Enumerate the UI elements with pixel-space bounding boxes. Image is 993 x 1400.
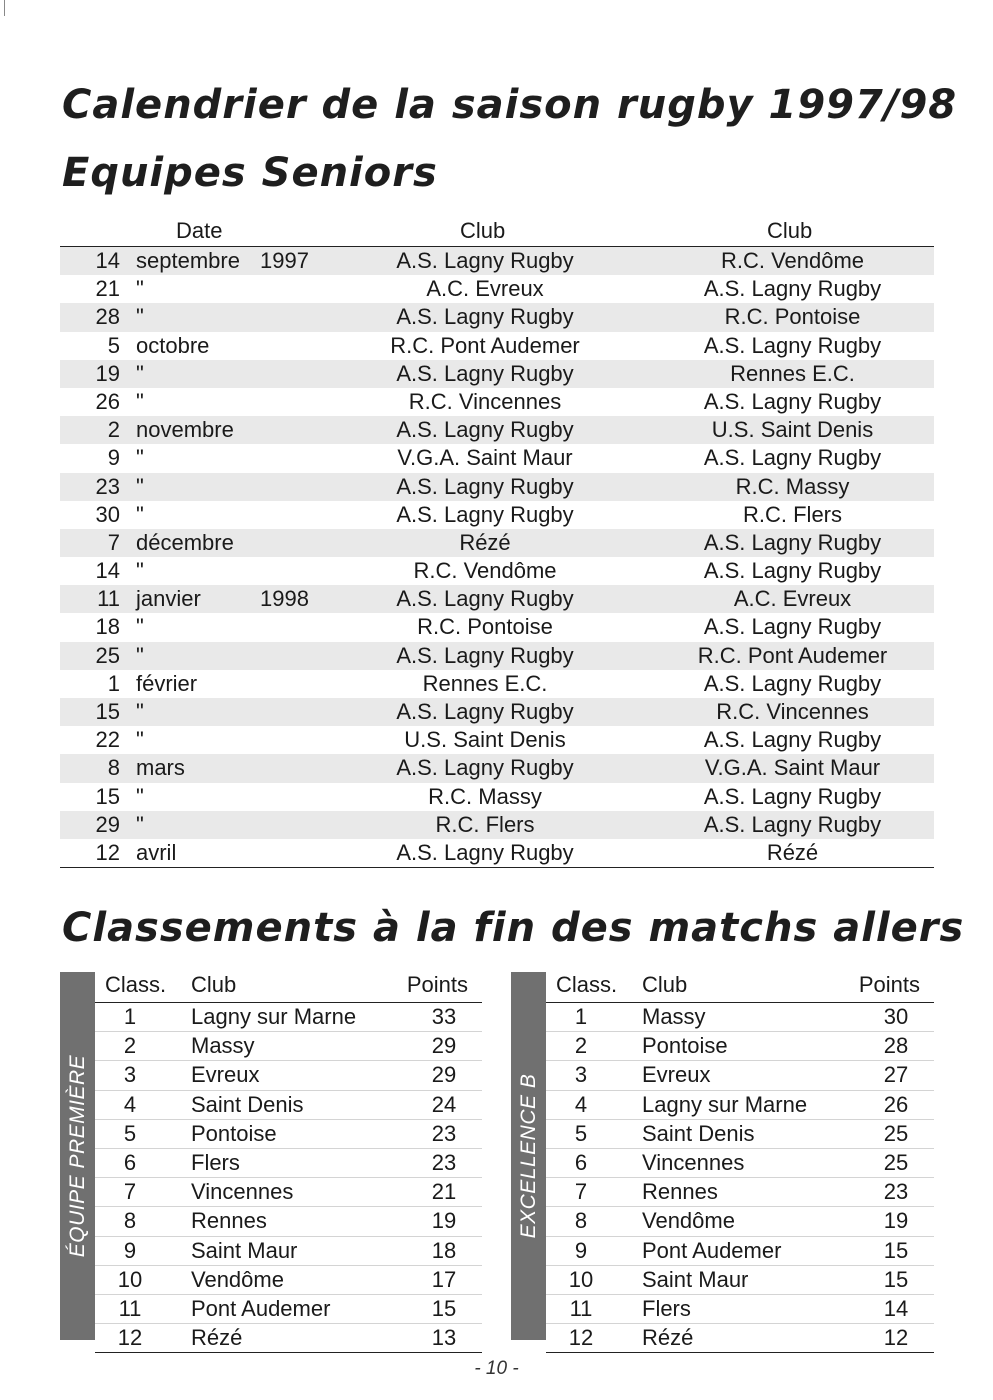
fixture-year: 1997	[260, 248, 309, 273]
fixture-away-club: A.C. Evreux	[733, 586, 852, 612]
fixture-row	[60, 613, 934, 641]
standings-points: 15	[883, 1266, 909, 1292]
fixture-day: 25	[95, 642, 120, 668]
standings-row	[95, 1032, 482, 1061]
fixture-away-club: A.S. Lagny Rugby	[703, 614, 882, 640]
fixture-day: 19	[95, 360, 120, 386]
standings-points: 29	[431, 1062, 457, 1088]
fixture-day: 12	[95, 839, 120, 865]
standings-points: 29	[431, 1033, 457, 1059]
standings-club: Evreux	[642, 1062, 711, 1088]
fixture-month: janvier	[136, 586, 201, 612]
fixture-day: 21	[95, 276, 120, 302]
standings-side-label: EXCELLENCE B	[511, 972, 546, 1340]
fixture-month: "	[136, 445, 144, 471]
standings-row	[546, 1003, 934, 1032]
fixture-month: "	[136, 276, 144, 302]
fixture-home-club: Rennes E.C.	[422, 670, 548, 696]
standings-club: Rézé	[191, 1325, 243, 1351]
standings-club: Lagny sur Marne	[642, 1091, 808, 1117]
header-club: Club	[191, 972, 237, 997]
fixture-row	[60, 726, 934, 754]
fixture-day: 30	[95, 501, 120, 527]
standings-points: 17	[431, 1266, 457, 1292]
fixture-away-club: R.C. Vincennes	[716, 699, 869, 724]
fixture-home-club: U.S. Saint Denis	[404, 727, 566, 753]
fixture-row	[60, 585, 934, 613]
fixture-row	[60, 247, 934, 275]
standings-rank: 7	[123, 1179, 137, 1205]
standings-rank: 8	[123, 1208, 137, 1234]
fixture-month: "	[136, 304, 144, 330]
standings-rank: 9	[123, 1237, 137, 1263]
standings-rows	[95, 1003, 482, 1353]
standings-rank: 11	[118, 1295, 142, 1321]
fixture-month: "	[136, 783, 144, 809]
standings-row	[546, 1061, 934, 1090]
fixture-home-club: A.S. Lagny Rugby	[396, 642, 574, 668]
fixture-home-club: A.S. Lagny Rugby	[396, 699, 574, 724]
standings-club: Saint Denis	[191, 1091, 304, 1117]
fixture-month: "	[136, 473, 144, 499]
standings-row	[546, 1207, 934, 1236]
fixture-month: octobre	[136, 332, 210, 358]
fixture-home-club: V.G.A. Saint Maur	[397, 445, 573, 471]
calendar-header-row	[60, 216, 934, 247]
fixture-away-club: R.C. Flers	[743, 501, 842, 527]
fixture-month: "	[136, 388, 144, 414]
standings-club: Rézé	[642, 1325, 694, 1351]
fixture-row	[60, 754, 934, 782]
standings-club: Vendôme	[642, 1208, 735, 1234]
standings-points: 12	[883, 1325, 909, 1351]
fixture-row	[60, 642, 934, 670]
page-number: - 10 -	[474, 1358, 519, 1379]
fixture-away-club: A.S. Lagny Rugby	[703, 445, 882, 471]
standings-club: Flers	[642, 1295, 691, 1321]
fixture-row	[60, 332, 934, 360]
header-date: Date	[176, 218, 223, 243]
fixture-day: 14	[95, 248, 120, 273]
fixture-row	[60, 473, 934, 501]
standings-club: Massy	[642, 1004, 706, 1029]
standings-rank: 10	[568, 1266, 594, 1292]
standings-row	[546, 1091, 934, 1120]
fixture-row	[60, 275, 934, 303]
fixture-month: novembre	[136, 417, 234, 443]
fixture-month: février	[136, 670, 198, 696]
fixture-row	[60, 557, 934, 585]
fixture-away-club: A.S. Lagny Rugby	[703, 811, 882, 837]
fixture-home-club: A.S. Lagny Rugby	[396, 839, 574, 865]
standings-club: Lagny sur Marne	[191, 1004, 357, 1029]
fixture-away-club: R.C. Massy	[735, 473, 850, 499]
fixture-day: 15	[95, 699, 120, 724]
standings-header-row	[546, 970, 934, 1003]
standings-club: Evreux	[191, 1062, 260, 1088]
fixture-day: 5	[107, 332, 120, 358]
standings-club: Saint Maur	[191, 1237, 298, 1263]
standings-points: 23	[883, 1179, 909, 1205]
standings-points: 21	[431, 1179, 457, 1205]
standings-club: Vincennes	[191, 1179, 294, 1205]
fixture-home-club: A.S. Lagny Rugby	[396, 586, 574, 612]
fixture-away-club: V.G.A. Saint Maur	[704, 755, 881, 781]
standings-points: 15	[431, 1295, 457, 1321]
standings-row	[95, 1295, 482, 1324]
fixture-row	[60, 444, 934, 472]
standings-points: 25	[883, 1149, 909, 1175]
standings-points: 18	[431, 1237, 457, 1263]
fixture-away-club: R.C. Pont Audemer	[697, 642, 888, 668]
fixture-home-club: R.C. Vendôme	[413, 558, 557, 584]
standings-header-row	[95, 970, 482, 1003]
standings-club: Rennes	[191, 1208, 267, 1234]
standings-rank: 11	[569, 1295, 593, 1321]
standings-club: Saint Denis	[642, 1120, 755, 1146]
fixture-day: 7	[107, 529, 120, 555]
standings-rank: 1	[123, 1004, 137, 1029]
fixture-away-club: A.S. Lagny Rugby	[703, 670, 882, 696]
standings-row	[546, 1120, 934, 1149]
fixture-day: 9	[107, 445, 120, 471]
fixture-away-club: A.S. Lagny Rugby	[703, 558, 882, 584]
fixture-month: "	[136, 558, 144, 584]
standings-rank: 3	[123, 1062, 137, 1088]
standings-row	[546, 1324, 934, 1353]
fixture-home-club: R.C. Vincennes	[408, 388, 562, 414]
standings-club: Massy	[191, 1033, 255, 1059]
standings-points: 30	[883, 1004, 909, 1029]
fixture-row	[60, 360, 934, 388]
fixture-day: 15	[95, 783, 120, 809]
fixture-home-club: R.C. Flers	[435, 811, 535, 837]
fixture-away-club: A.S. Lagny Rugby	[703, 727, 882, 753]
page-title: Calendrier de la saison rugby 1997/98	[62, 82, 958, 128]
standings-rank: 5	[123, 1120, 137, 1146]
fixture-month: "	[136, 642, 144, 668]
standings-rank: 1	[574, 1004, 588, 1029]
standings-club: Vendôme	[191, 1266, 284, 1292]
standings-row	[95, 1149, 482, 1178]
fixture-home-club: A.S. Lagny Rugby	[396, 304, 574, 330]
standings-row	[95, 1091, 482, 1120]
standings-row	[546, 1295, 934, 1324]
fixture-row	[60, 501, 934, 529]
fixture-home-club: A.C. Evreux	[426, 276, 544, 302]
fixture-home-club: A.S. Lagny Rugby	[396, 501, 574, 527]
fixture-month: "	[136, 614, 144, 640]
standings-rank: 2	[574, 1033, 588, 1059]
header-club-home: Club	[460, 218, 506, 243]
fixture-away-club: A.S. Lagny Rugby	[703, 529, 882, 555]
standings-rank: 6	[123, 1149, 137, 1175]
standings-rank: 2	[123, 1033, 137, 1059]
standings-club: Vincennes	[642, 1149, 745, 1175]
standings-rank: 4	[123, 1091, 137, 1117]
standings-rank: 3	[574, 1062, 588, 1088]
fixture-row	[60, 670, 934, 698]
fixture-home-club: R.C. Pontoise	[417, 614, 553, 640]
standings-club: Saint Maur	[642, 1266, 749, 1292]
fixture-day: 14	[95, 558, 120, 584]
fixture-day: 18	[95, 614, 120, 640]
header-class: Class.	[556, 972, 618, 997]
fixture-away-club: A.S. Lagny Rugby	[703, 388, 882, 414]
section-title-standings: Classements à la fin des matchs allers	[62, 905, 965, 951]
standings-points: 23	[431, 1120, 457, 1146]
standings-rank: 12	[117, 1325, 143, 1351]
fixtures-calendar-table	[60, 216, 934, 868]
standings-points: 24	[431, 1091, 457, 1117]
fixture-day: 26	[95, 388, 120, 414]
fixture-home-club: A.S. Lagny Rugby	[396, 473, 574, 499]
fixture-day: 23	[95, 473, 120, 499]
fixture-away-club: R.C. Pontoise	[724, 304, 861, 330]
standings-rank: 10	[117, 1266, 143, 1292]
standings-points: 27	[883, 1062, 909, 1088]
standings-side-label: ÉQUIPE PREMIÈRE	[60, 972, 95, 1340]
fixture-away-club: A.S. Lagny Rugby	[703, 332, 882, 358]
section-title-seniors: Equipes Seniors	[62, 150, 438, 196]
fixture-home-club: A.S. Lagny Rugby	[396, 417, 574, 443]
fixture-home-club: A.S. Lagny Rugby	[396, 248, 574, 273]
standings-club: Rennes	[642, 1179, 718, 1205]
corner-crop-mark	[4, 0, 5, 16]
standings-points: 23	[431, 1149, 457, 1175]
fixture-away-club: R.C. Vendôme	[720, 248, 865, 273]
standings-row	[95, 1207, 482, 1236]
standings-row	[546, 1178, 934, 1207]
fixture-home-club: A.S. Lagny Rugby	[396, 755, 574, 781]
standings-rank: 8	[574, 1208, 588, 1234]
fixture-row	[60, 811, 934, 839]
standings-rank: 4	[574, 1091, 588, 1117]
standings-points: 19	[431, 1208, 457, 1234]
fixture-home-club: R.C. Pont Audemer	[390, 332, 580, 358]
fixture-away-club: Rézé	[766, 839, 819, 865]
standings-rank: 6	[574, 1149, 588, 1175]
header-points: Points	[858, 972, 920, 997]
standings-points: 19	[883, 1208, 909, 1234]
fixture-day: 22	[95, 727, 120, 753]
header-club: Club	[642, 972, 688, 997]
standings-row	[546, 1032, 934, 1061]
standings-club: Pont Audemer	[191, 1295, 331, 1321]
fixture-day: 2	[107, 417, 120, 443]
standings-row	[546, 1237, 934, 1266]
standings-points: 25	[883, 1120, 909, 1146]
fixture-row	[60, 416, 934, 444]
standings-points: 14	[883, 1295, 909, 1321]
header-club-away: Club	[767, 218, 813, 243]
fixture-day: 1	[107, 670, 120, 696]
fixture-month: avril	[136, 839, 177, 865]
standings-club: Pontoise	[642, 1033, 728, 1059]
standings-club: Flers	[191, 1149, 240, 1175]
fixture-away-club: U.S. Saint Denis	[711, 417, 874, 443]
fixture-month: "	[136, 811, 144, 837]
fixture-row	[60, 388, 934, 416]
standings-points: 28	[883, 1033, 909, 1059]
fixture-month: "	[136, 699, 144, 724]
standings-club: Pontoise	[191, 1120, 277, 1146]
standings-club: Pont Audemer	[642, 1237, 782, 1263]
fixture-home-club: R.C. Massy	[428, 783, 542, 809]
calendar-body	[60, 247, 934, 868]
standings-row	[95, 1178, 482, 1207]
fixture-month: "	[136, 727, 144, 753]
fixture-day: 11	[97, 586, 120, 612]
standings-points: 13	[431, 1325, 457, 1351]
fixture-row	[60, 303, 934, 331]
standings-row	[546, 1266, 934, 1295]
fixture-day: 8	[107, 755, 120, 781]
fixture-home-club: Rézé	[459, 529, 511, 555]
fixture-day: 28	[95, 304, 120, 330]
fixture-away-club: A.S. Lagny Rugby	[703, 783, 882, 809]
standings-rank: 9	[574, 1237, 588, 1263]
standings-rank: 5	[574, 1120, 588, 1146]
fixture-month: décembre	[136, 529, 234, 555]
standings-row	[95, 1061, 482, 1090]
standings-row	[546, 1149, 934, 1178]
standings-row	[95, 1120, 482, 1149]
calendar-bottom-rule	[60, 867, 934, 868]
standings-row	[95, 1266, 482, 1295]
standings-rank: 7	[574, 1179, 588, 1205]
fixture-day: 29	[95, 811, 120, 837]
fixture-month: mars	[136, 755, 185, 781]
standings-points: 26	[883, 1091, 909, 1117]
fixture-row	[60, 783, 934, 811]
standings-row	[95, 1237, 482, 1266]
standings-rank: 12	[568, 1325, 594, 1351]
fixture-month: "	[136, 360, 144, 386]
header-points: Points	[406, 972, 468, 997]
fixture-row	[60, 529, 934, 557]
standings-points: 15	[883, 1237, 909, 1263]
standings-rows	[546, 1003, 934, 1353]
fixture-home-club: A.S. Lagny Rugby	[396, 360, 574, 386]
fixture-month: septembre	[136, 248, 240, 273]
header-class: Class.	[105, 972, 167, 997]
standings-row	[95, 1003, 482, 1032]
fixture-year: 1998	[260, 586, 309, 612]
standings-row	[95, 1324, 482, 1353]
fixture-away-club: Rennes E.C.	[730, 360, 855, 386]
fixture-row	[60, 698, 934, 726]
fixture-month: "	[136, 501, 144, 527]
fixture-row	[60, 839, 934, 867]
fixture-away-club: A.S. Lagny Rugby	[703, 276, 882, 302]
standings-points: 33	[431, 1004, 457, 1029]
